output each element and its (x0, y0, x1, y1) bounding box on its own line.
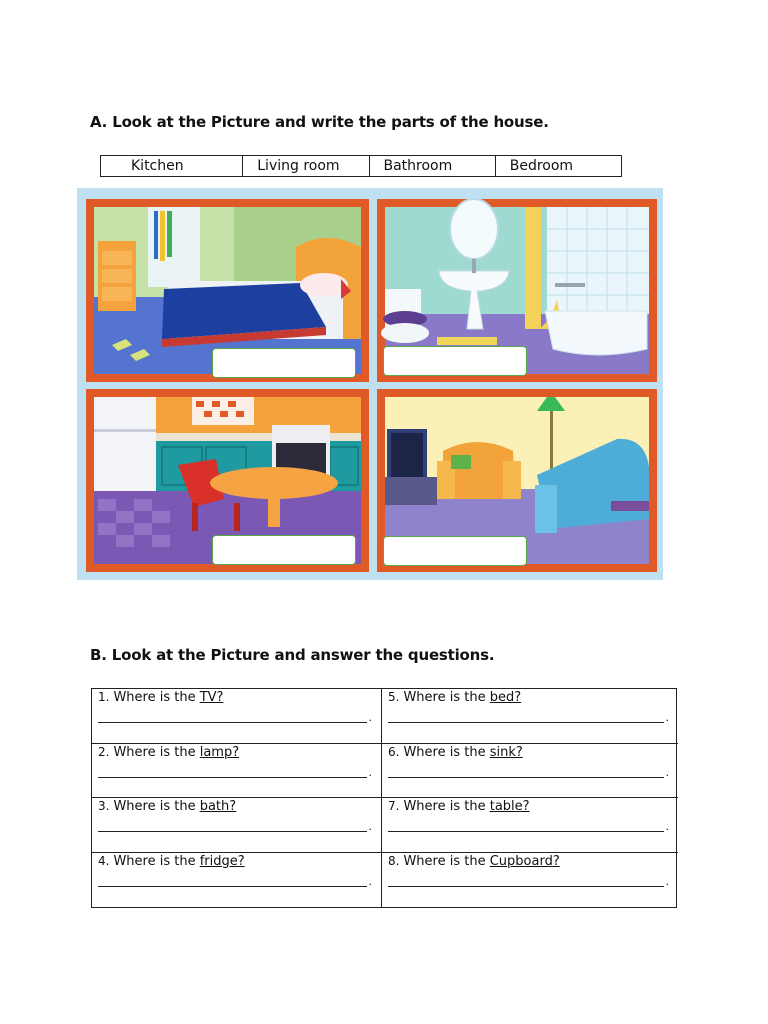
question-text: Where is the (403, 744, 490, 760)
question-cell (382, 689, 678, 744)
question-text: Where is the (403, 690, 490, 705)
answer-line[interactable] (98, 722, 367, 723)
question-number: 4. (98, 853, 110, 868)
question-number: 7. (388, 799, 400, 813)
bathroom-answer-box[interactable] (383, 346, 527, 376)
end-period: . (368, 765, 372, 779)
answer-line[interactable] (98, 831, 367, 832)
word-bank-item: Living room (243, 156, 369, 176)
word-bank-item: Kitchen (101, 156, 243, 176)
end-period: . (368, 820, 372, 833)
question-keyword: table? (489, 799, 530, 814)
end-period: . (665, 765, 669, 779)
living-room-answer-box[interactable] (383, 536, 527, 566)
question-cell (382, 798, 678, 853)
answer-line[interactable] (388, 722, 664, 723)
answer-line[interactable] (98, 777, 367, 778)
questions-table (91, 688, 677, 908)
kitchen-answer-box[interactable] (212, 535, 356, 565)
question-cell (92, 744, 382, 799)
word-bank-item: Bathroom (370, 156, 496, 176)
question-cell (382, 853, 678, 908)
end-period: . (665, 820, 669, 833)
question-number: 3. (98, 799, 110, 813)
answer-line[interactable] (388, 777, 664, 778)
question-cell (382, 744, 678, 799)
question-keyword: Cupboard? (489, 853, 560, 869)
section-a-heading: A. Look at the Picture and write the parts of the house. (90, 113, 549, 131)
question-number: 5. (388, 690, 400, 704)
question-keyword: TV? (199, 690, 224, 705)
answer-line[interactable] (98, 886, 367, 887)
end-period: . (368, 711, 372, 724)
question-number: 8. (388, 853, 400, 868)
question-text: Where is the (113, 744, 200, 760)
house-picture (77, 188, 663, 580)
question-number: 6. (388, 744, 400, 759)
question-text: Where is the (403, 799, 490, 814)
end-period: . (665, 711, 669, 724)
section-b-heading: B. Look at the Picture and answer the questions. (90, 646, 495, 664)
word-bank-item: Bedroom (509, 158, 574, 174)
question-keyword: bath? (199, 799, 237, 814)
question-keyword: lamp? (199, 744, 240, 760)
question-text: Where is the (113, 690, 200, 705)
question-number: 2. (98, 744, 110, 759)
question-number: 1. (98, 690, 110, 704)
question-cell (92, 689, 382, 744)
question-cell (92, 798, 382, 853)
answer-line[interactable] (388, 831, 664, 832)
word-bank (100, 155, 622, 177)
question-keyword: sink? (489, 744, 523, 760)
question-keyword: bed? (489, 690, 522, 705)
question-keyword: fridge? (199, 853, 245, 869)
question-text: Where is the (403, 853, 490, 869)
question-cell (92, 853, 382, 908)
question-text: Where is the (113, 853, 200, 869)
answer-line[interactable] (388, 886, 664, 887)
bedroom-answer-box[interactable] (212, 348, 356, 378)
question-text: Where is the (113, 799, 200, 814)
end-period: . (368, 874, 372, 888)
end-period: . (665, 874, 669, 888)
